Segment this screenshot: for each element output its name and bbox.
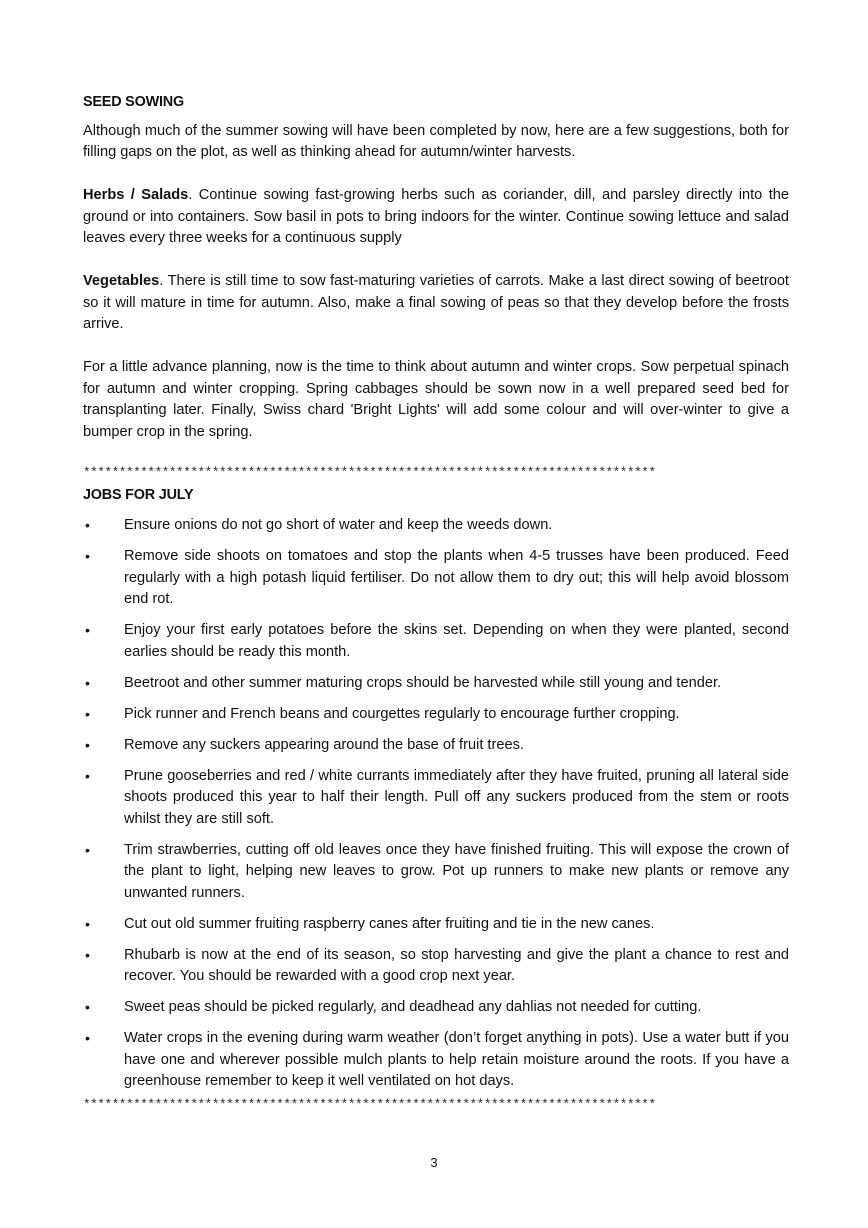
section-separator: ********************************************************************************	[83, 1097, 656, 1112]
list-item-text: Enjoy your first early potatoes before the skins set. Depending on when they were planted, second earlies should be ready this month.	[124, 622, 789, 660]
list-item	[83, 673, 789, 695]
list-item	[83, 735, 789, 757]
bullet-icon: •	[85, 915, 90, 932]
list-item	[83, 840, 789, 905]
vegetables-text: . There is still time to sow fast-maturing varieties of carrots. Make a last direct sowing of beetroot so it will mature in time for autumn. Also, make a final sowing of peas so that they develop before the frosts arrive.	[83, 273, 789, 332]
section-separator: ********************************************************************************	[83, 465, 656, 480]
list-item-text: Sweet peas should be picked regularly, and deadhead any dahlias not needed for cutting.	[124, 999, 702, 1015]
bullet-icon: •	[85, 946, 90, 963]
seed-sowing-heading: SEED SOWING	[83, 94, 184, 110]
jobs-for-july-heading: JOBS FOR JULY	[83, 486, 194, 503]
herbs-salads-paragraph	[83, 185, 789, 250]
list-item-text: Remove any suckers appearing around the base of fruit trees.	[124, 736, 524, 753]
list-item	[83, 704, 789, 726]
bullet-icon: •	[85, 841, 90, 858]
document-page	[83, 92, 789, 1115]
list-item	[83, 945, 789, 988]
list-item	[83, 620, 789, 663]
bullet-icon: •	[85, 1030, 90, 1046]
bullet-icon: •	[85, 999, 90, 1015]
vegetables-label: Vegetables	[83, 273, 160, 289]
list-item	[83, 1028, 789, 1093]
list-item-text: Beetroot and other summer maturing crops should be harvested while still young and tender.	[124, 674, 722, 691]
advance-planning-paragraph: For a little advance planning, now is the time to think about autumn and winter crops. Sow perpetual spinach for autumn and winter cropping. Spring cabbages should be sown now in a well prepared seed bed for transplanting later. Finally, Swiss chard 'Bright Lights' will add some colour and will over-winter to give a bumper crop in the spring.	[83, 359, 789, 440]
list-item	[83, 515, 789, 537]
list-item	[83, 914, 789, 936]
list-item-text: Rhubarb is now at the end of its season, so stop harvesting and give the plant a chance to rest and recover. You should be rewarded with a good crop next year.	[124, 946, 789, 984]
bullet-icon: •	[85, 622, 90, 638]
bullet-icon: •	[85, 548, 90, 564]
list-item	[83, 766, 789, 831]
list-item-text: Trim strawberries, cutting off old leaves once they have finished fruiting. This will expose the crown of the plant to light, helping new leaves to grow. Pot up runners to make new plants or remove any unwanted runners.	[124, 841, 789, 901]
page-number: 3	[430, 1155, 438, 1170]
bullet-icon: •	[85, 674, 90, 691]
bullet-icon: •	[85, 517, 90, 533]
list-item-text: Cut out old summer fruiting raspberry canes after fruiting and tie in the new canes.	[124, 915, 655, 932]
bullet-icon: •	[85, 767, 90, 784]
herbs-salads-text: . Continue sowing fast-growing herbs such as coriander, dill, and parsley directly into the ground or into containers. Sow basil in pots to bring indoors for the winter. Continue sowing lettuce and salad leaves every three weeks for a continuous supply	[83, 187, 789, 246]
list-item	[83, 997, 789, 1019]
list-item-text: Remove side shoots on tomatoes and stop the plants when 4-5 trusses have been produced. Feed regularly with a high potash liquid fertiliser. Do not allow them to dry out; this will help avoid blossom end rot.	[124, 548, 789, 607]
herbs-salads-label: Herbs / Salads	[83, 187, 189, 203]
list-item-text: Ensure onions do not go short of water and keep the weeds down.	[124, 517, 553, 533]
list-item-text: Water crops in the evening during warm weather (don’t forget anything in pots). Use a water butt if you have one and wherever possible mulch plants to help retain moisture around the roots. If you have a greenhouse remember to keep it well ventilated on hot days.	[124, 1030, 789, 1089]
vegetables-paragraph	[83, 271, 789, 336]
jobs-list	[83, 515, 789, 1093]
list-item-text: Prune gooseberries and red / white currants immediately after they have fruited, pruning all lateral side shoots produced this year to half their length. Pull off any suckers produced from the stem or roots whilst they are still soft.	[124, 767, 789, 827]
seed-sowing-intro: Although much of the summer sowing will have been completed by now, here are a few suggestions, both for filling gaps on the plot, as well as thinking ahead for autumn/winter harvests.	[83, 122, 789, 160]
bullet-icon: •	[85, 705, 90, 722]
list-item-text: Pick runner and French beans and courgettes regularly to encourage further cropping.	[124, 705, 680, 722]
bullet-icon: •	[85, 736, 90, 753]
list-item	[83, 546, 789, 611]
